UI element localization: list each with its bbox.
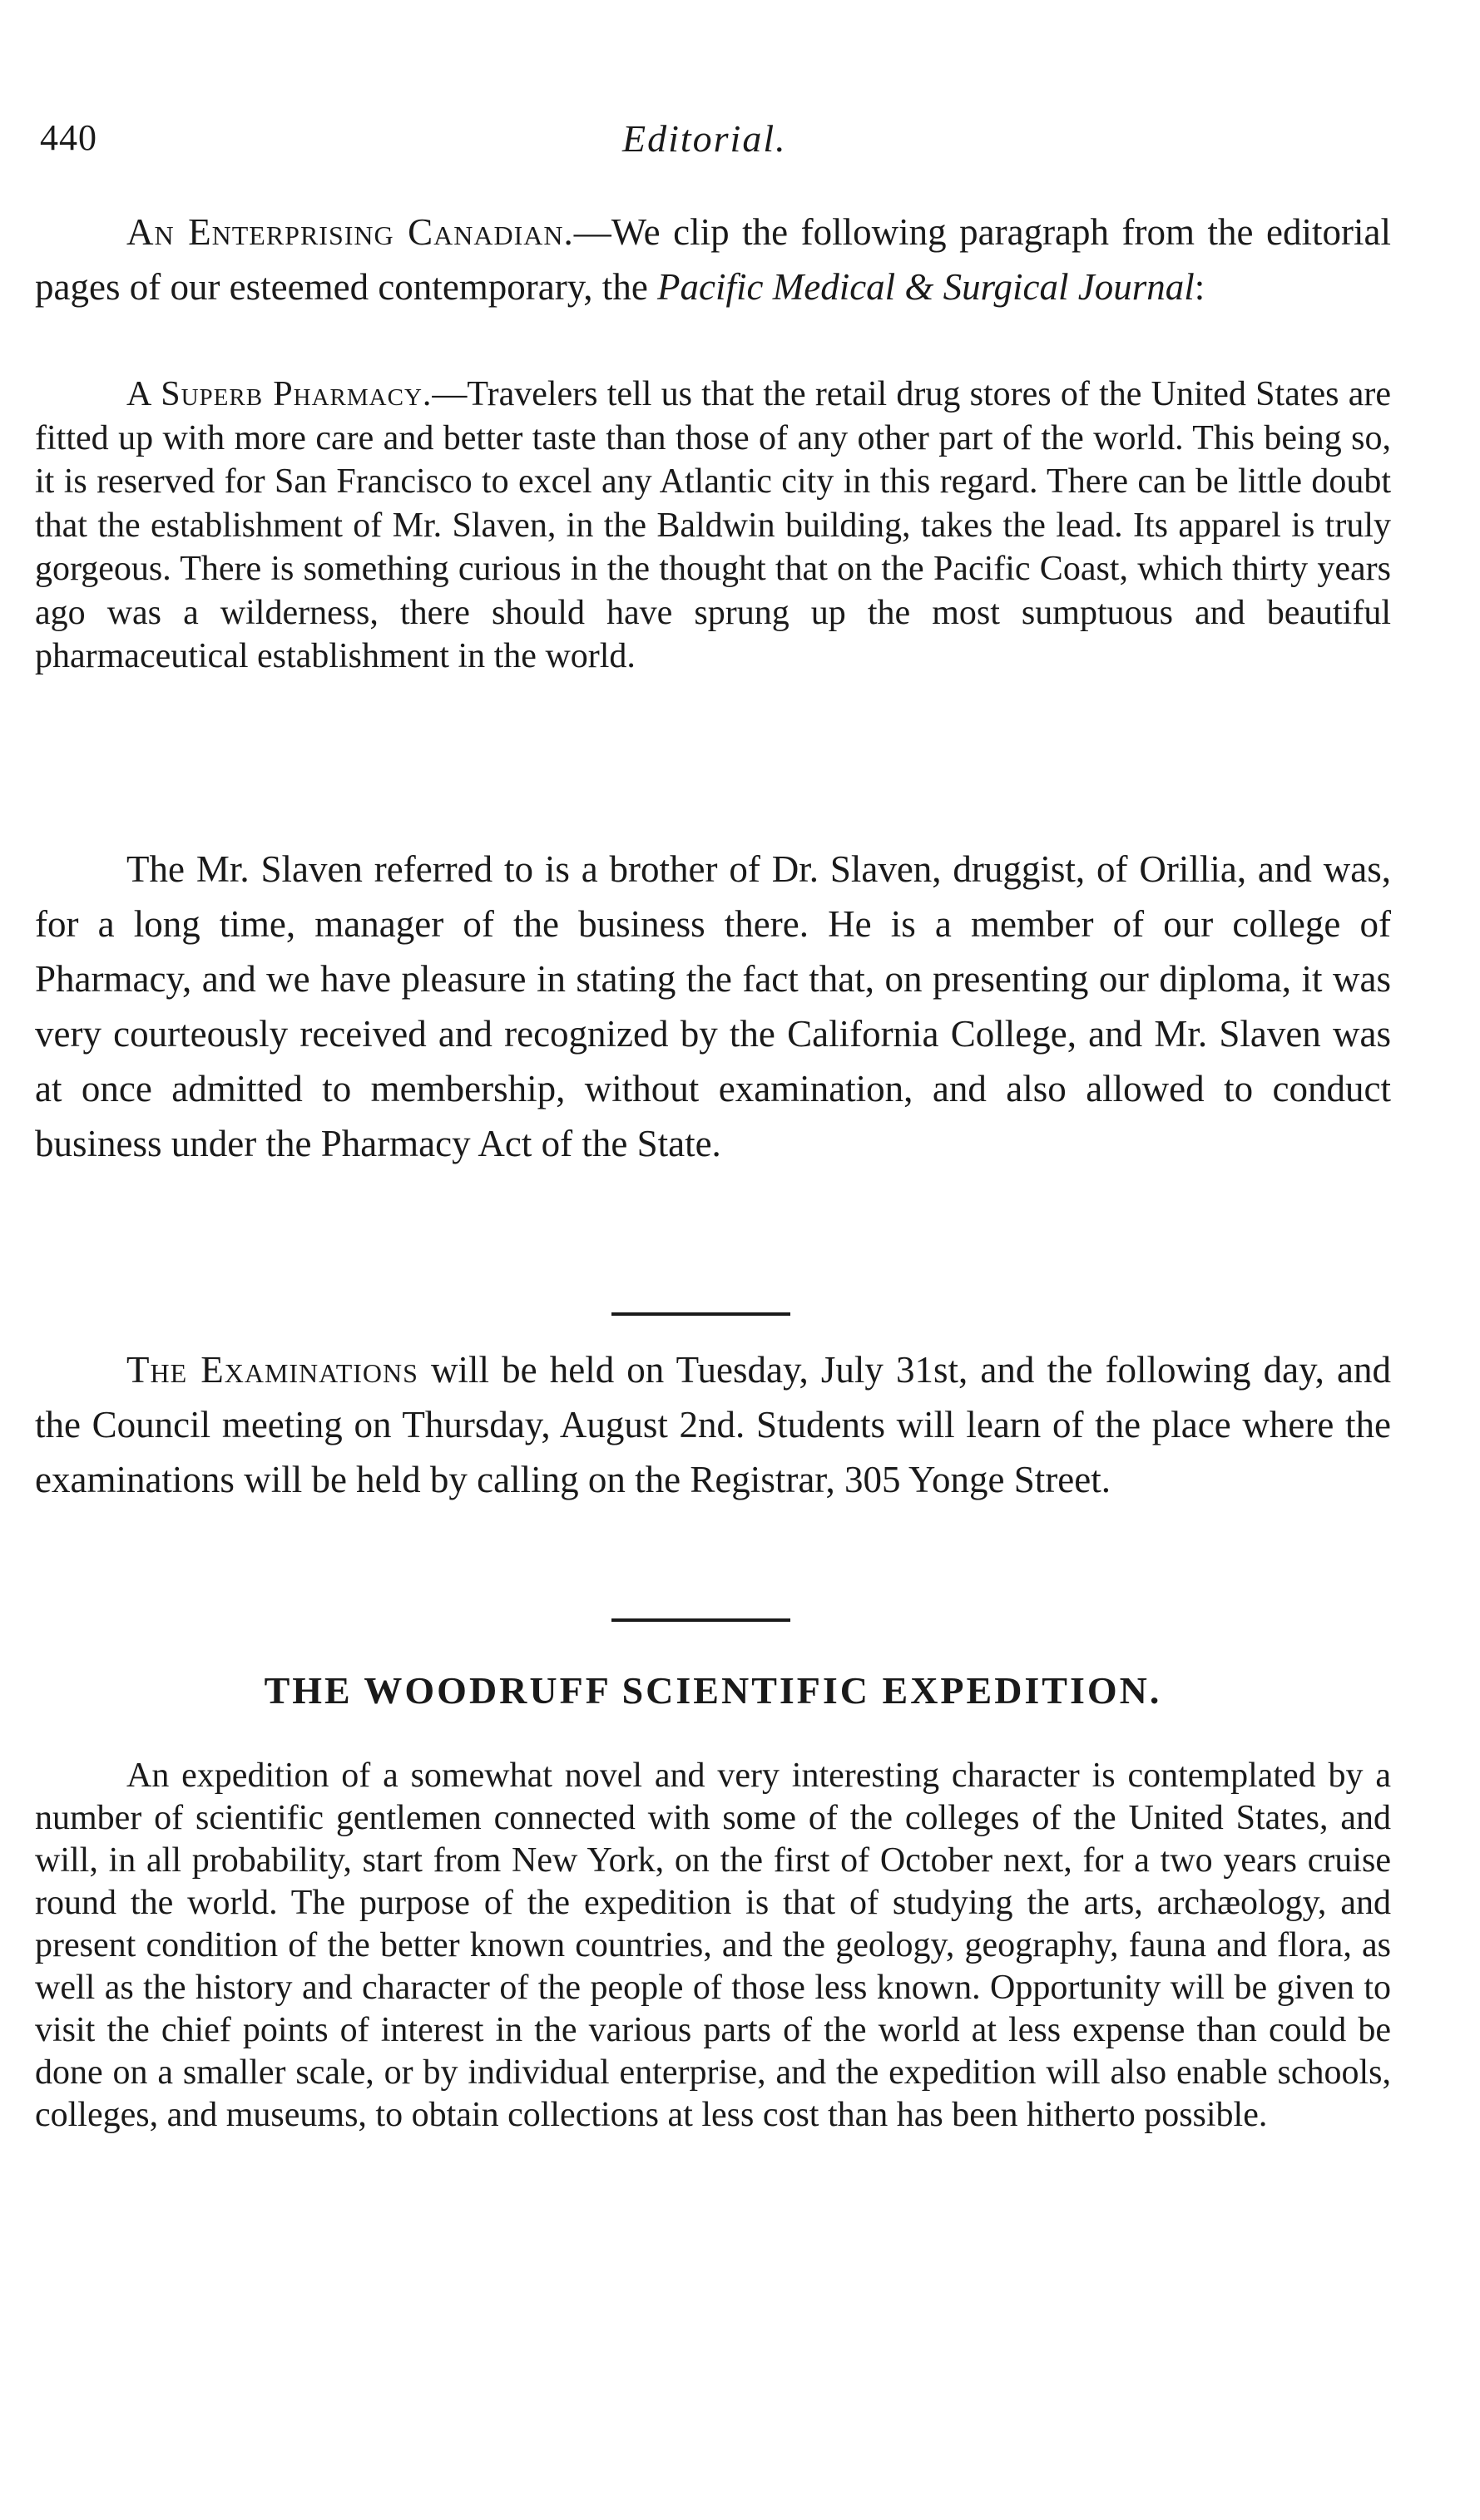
article-enterprising-canadian: [35, 205, 1391, 314]
examinations-paragraph: [35, 1342, 1391, 1507]
running-head: Editorial.: [622, 117, 787, 160]
quoted-paragraph-block: [35, 373, 1391, 679]
quoted-paragraph: [35, 373, 1391, 679]
quote-text: —Travelers tell us that the retail drug stores of the United States are fitted up with more care and better taste than those of any other part of the world. This being so, it is reserved for San Francisco to excel any Atlantic city in this regard. There can be little doubt that the establishment of Mr. Slaven, in the Baldwin building, takes the lead. Its apparel is truly gorgeous. There is something curious in the thought that on the Pacific Coast, which thirty years ago was a wilderness, there should have sprung up the most sumptuous and beautiful pharmaceutical establishment in the world.: [35, 375, 1391, 675]
article-intro-end: :: [1194, 266, 1205, 308]
examinations-lead-caps: The Examinations: [126, 1349, 418, 1391]
journal-title: Pacific Medical & Surgical Journal: [657, 266, 1195, 308]
article-intro-text: —We clip the following paragraph from the editorial pages of our esteemed contemporary, the: [35, 211, 1391, 308]
expedition-paragraph: An expedition of a somewhat novel and very interesting character is contemplated by a number of scientific gentlemen connected with some of the colleges of the United States, and will, in all probability, start from New York, on the first of October next, for a two years cruise round the world. The purpose of the expedition is that of studying the arts, archæology, and present condition of the better known countries, and the geology, geography, fauna and flora, as well as the history and character of the people of those less known. Opportunity will be given to visit the chief points of interest in the various parts of the world at less expense than could be done on a smaller scale, or by individual enterprise, and the expedition will also enable schools, colleges, and museums, to obtain collections at less cost than has been hitherto possible.: [35, 1757, 1391, 2134]
page-number: 440: [40, 117, 97, 158]
examinations-text: will be held on Tuesday, July 31st, and the following day, and the Council meeting on Thursday, August 2nd. Students will learn of the place where the examinations will be held by calling on the Registrar, 305 Yonge Street.: [35, 1349, 1391, 1500]
section-divider: [611, 1312, 790, 1316]
commentary-paragraph: The Mr. Slaven referred to is a brother of Dr. Slaven, druggist, of Orillia, and was, for a long time, manager of the business there. He is a member of our college of Pharmacy, and we have pleasure in stating the fact that, on presenting our diploma, it was very courteously received and recognized by the California College, and Mr. Slaven was at once admitted to membership, without examination, and also allowed to conduct business under the Pharmacy Act of the State.: [35, 848, 1391, 1164]
page-header: [40, 116, 1388, 166]
article-woodruff-expedition: [35, 1755, 1391, 2137]
section-divider: [611, 1618, 790, 1622]
article-lead-caps: An Enterprising Canadian.: [126, 211, 574, 253]
article-intro-paragraph: [35, 205, 1391, 314]
article-examinations: [35, 1342, 1391, 1507]
section-heading: THE WOODRUFF SCIENTIFIC EXPEDITION.: [264, 1669, 1162, 1712]
quote-lead-caps: A Superb Pharmacy.: [126, 375, 433, 413]
commentary-block: [35, 842, 1391, 1171]
